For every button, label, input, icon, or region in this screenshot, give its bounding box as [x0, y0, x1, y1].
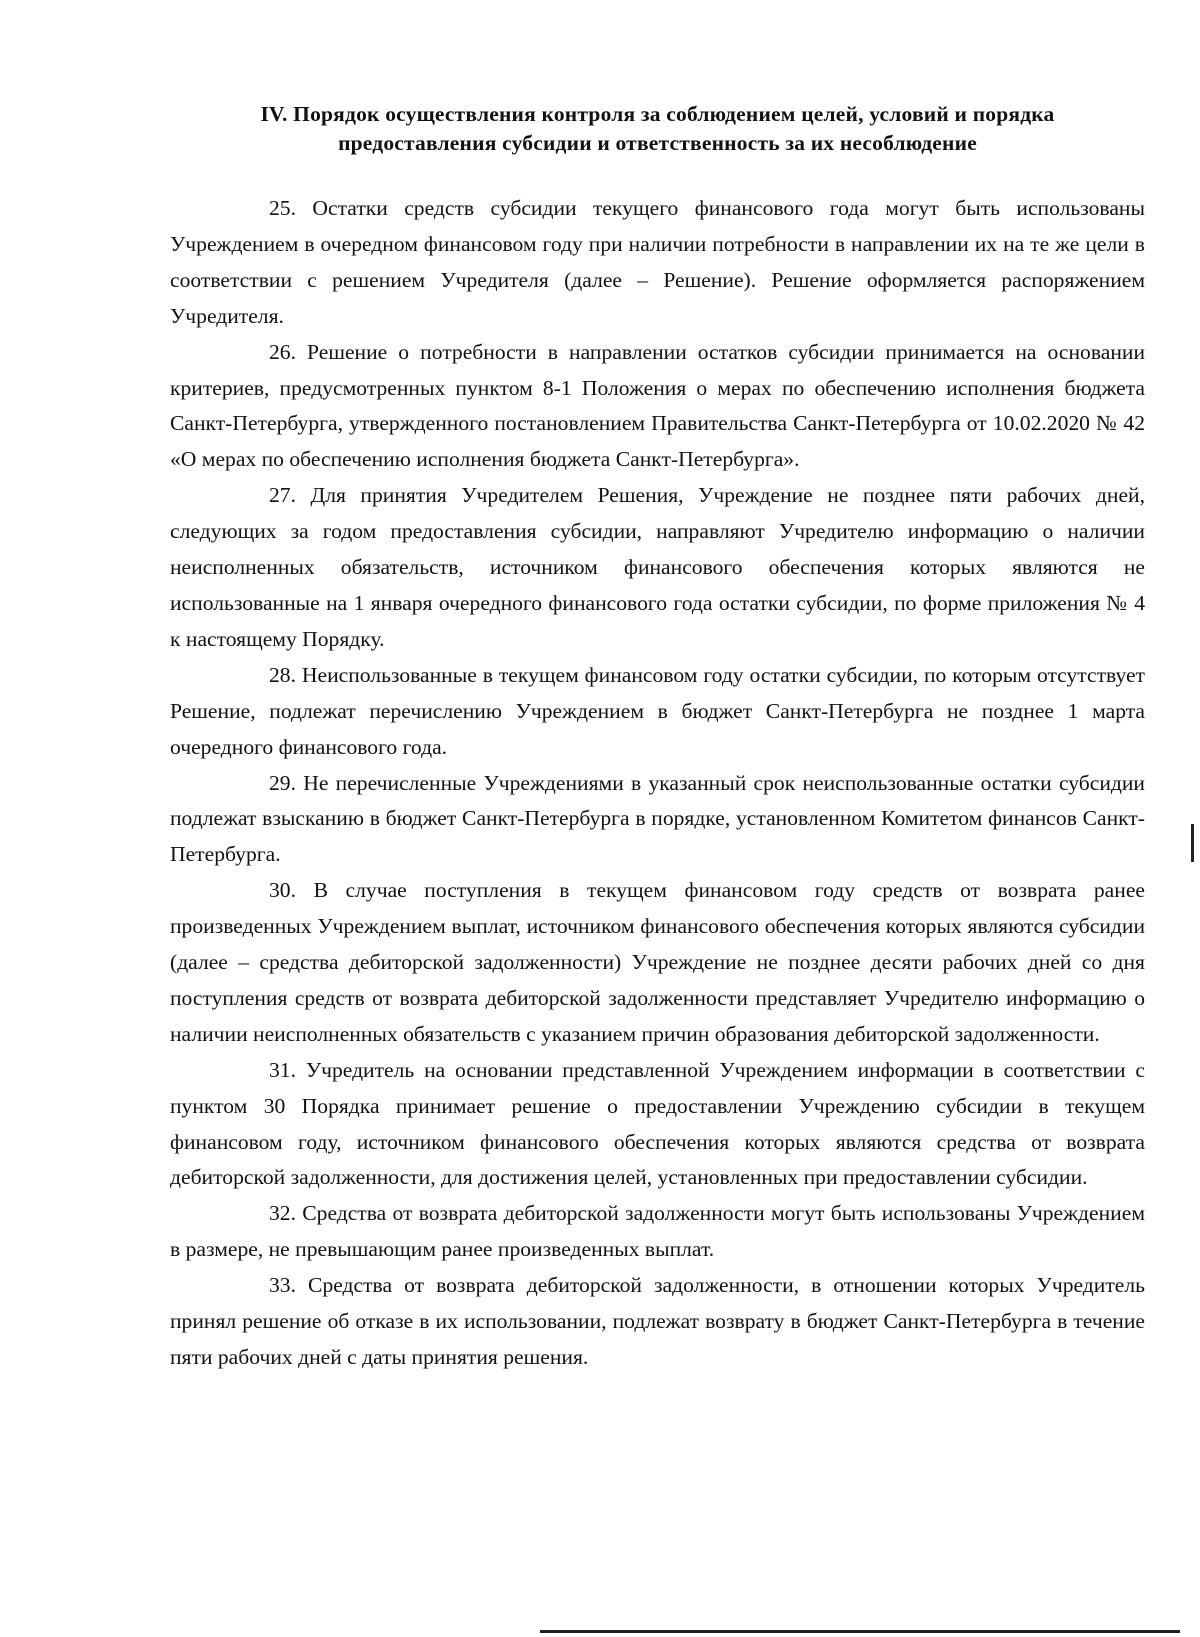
- section-heading-line-1: IV. Порядок осуществления контроля за соблюдением целей, условий и порядка: [260, 102, 1055, 126]
- paragraph-25: 25. Остатки средств субсидии текущего финансового года могут быть использованы Учреждением в очередном финансовом году при наличии потребности в направлении их на те же цели в соответствии с решением Учредителя (далее – Решение). Решение оформляется распоряжением Учредителя.: [170, 196, 1145, 328]
- paragraph-31: 31. Учредитель на основании представленной Учреждением информации в соответствии с пунктом 30 Порядка принимает решение о предоставлении Учреждению субсидии в текущем финансовом году, источником финансового обеспечения которых являются средства от возврата дебиторской задолженности, для достижения целей, установленных при предоставлении субсидии.: [170, 1057, 1145, 1190]
- paragraph-27: 27. Для принятия Учредителем Решения, Учреждение не позднее пяти рабочих дней, следующих за годом предоставления субсидии, направляют Учредителю информацию о наличии неисполненных обязательств, источником финансового обеспечения которых являются не использованные на 1 января очередного финансового года остатки субсидии, по форме приложения № 4 к настоящему Порядку.: [170, 483, 1145, 651]
- paragraph-29: 29. Не перечисленные Учреждениями в указанный срок неиспользованные остатки субсидии подлежат взысканию в бюджет Санкт-Петербурга в порядке, установленном Комитетом финансов Санкт-Петербурга.: [170, 770, 1145, 867]
- paragraph-28: 28. Неиспользованные в текущем финансовом году остатки субсидии, по которым отсутствует Решение, подлежат перечислению Учреждением в бюджет Санкт-Петербурга не позднее 1 марта очередного финансового года.: [170, 662, 1145, 759]
- scan-bottom-line: [540, 1630, 1180, 1633]
- paragraph-33: 33. Средства от возврата дебиторской задолженности, в отношении которых Учредитель принял решение об отказе в их использовании, подлежат возврату в бюджет Санкт-Петербурга в течение пяти рабочих дней с даты принятия решения.: [170, 1273, 1145, 1369]
- section-heading-line-2: предоставления субсидии и ответственность за их несоблюдение: [338, 131, 977, 155]
- paragraph-32: 32. Средства от возврата дебиторской задолженности могут быть использованы Учреждением в размере, не превышающим ранее произведенных выплат.: [170, 1201, 1145, 1262]
- scan-edge-mark: [1191, 824, 1194, 862]
- document-body: [170, 191, 1145, 1376]
- paragraph-30: 30. В случае поступления в текущем финансовом году средств от возврата ранее произведенных Учреждением выплат, источником финансового обеспечения которых являются субсидии (далее – средства дебиторской задолженности) Учреждение не позднее десяти рабочих дней со дня поступления средств от возврата дебиторской задолженности представляет Учредителю информацию о наличии неисполненных обязательств с указанием причин образования дебиторской задолженности.: [170, 878, 1145, 1046]
- paragraph-26: 26. Решение о потребности в направлении остатков субсидии принимается на основании критериев, предусмотренных пунктом 8-1 Положения о мерах по обеспечению исполнения бюджета Санкт-Петербурга, утвержденного постановлением Правительства Санкт-Петербурга от 10.02.2020 № 42 «О мерах по обеспечению исполнения бюджета Санкт-Петербурга».: [170, 339, 1145, 472]
- section-heading: [170, 100, 1145, 158]
